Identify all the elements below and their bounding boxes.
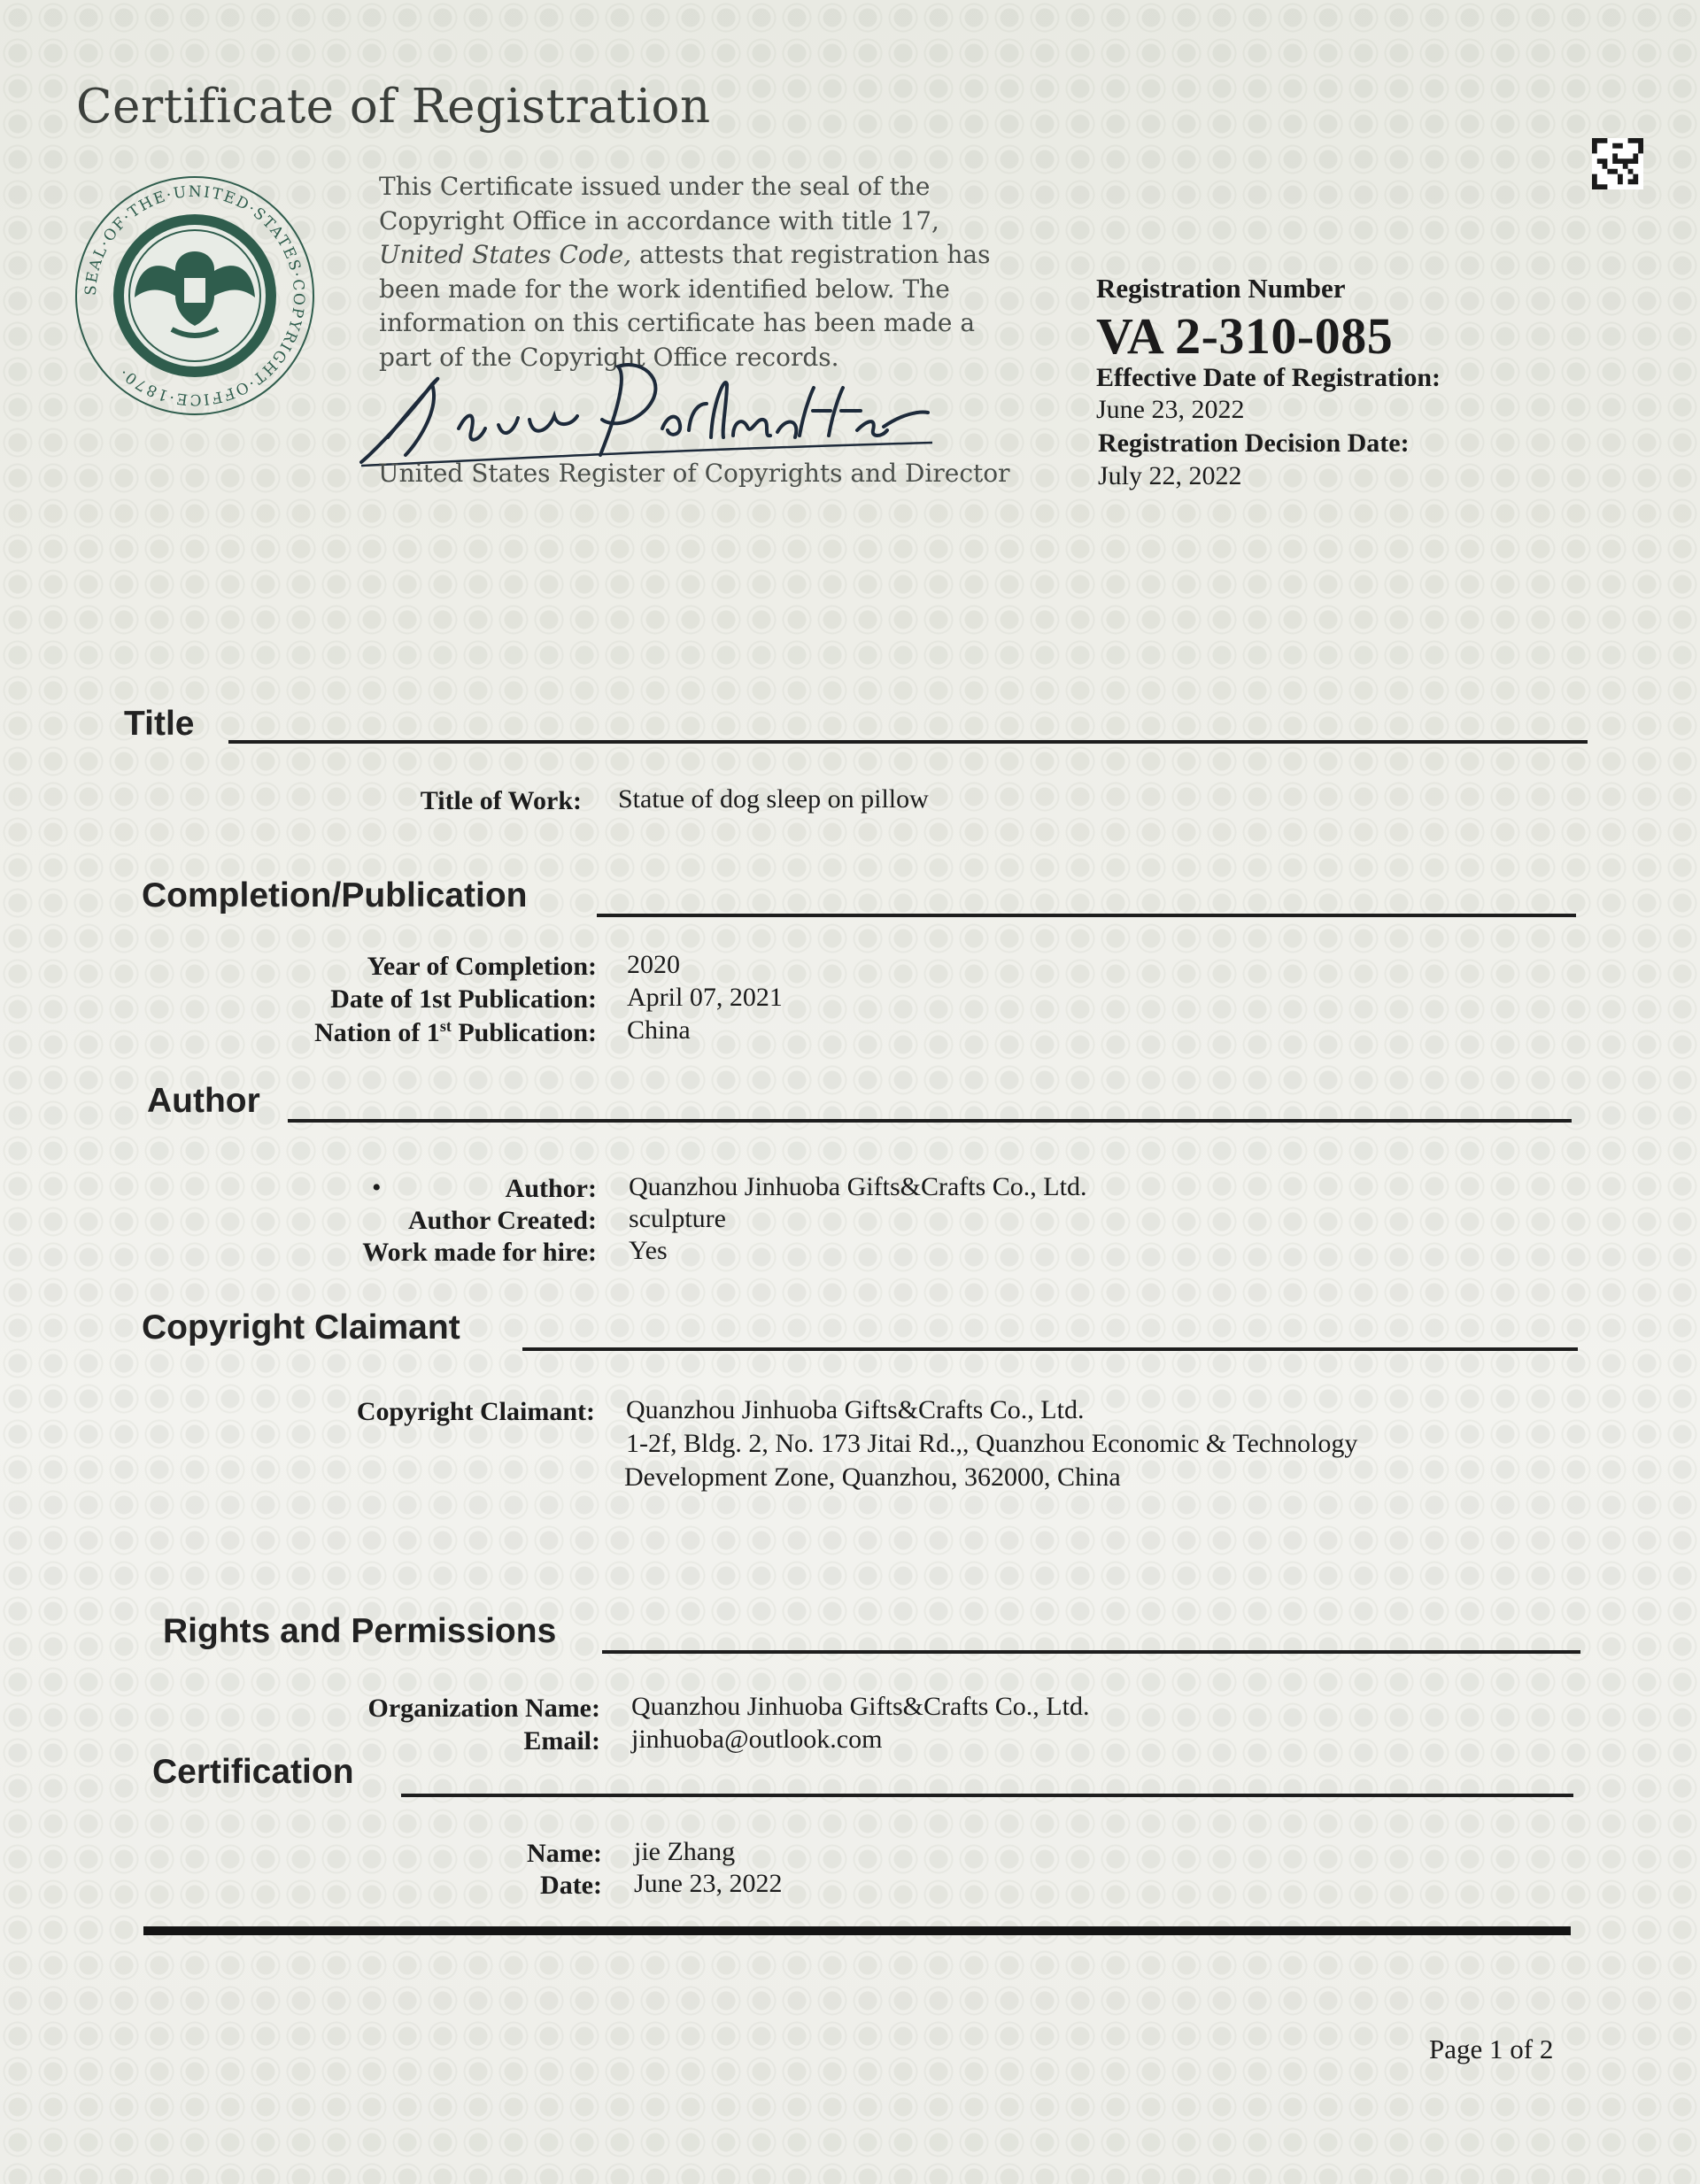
effective-date-label: Effective Date of Registration:	[1096, 363, 1441, 392]
section-claimant-rule	[522, 1347, 1578, 1351]
author-created-label: Author Created:	[407, 1206, 597, 1235]
author-bullet: •	[372, 1173, 382, 1202]
section-rights-heading: Rights and Permissions	[163, 1612, 557, 1650]
organization-name-label: Organization Name:	[367, 1694, 600, 1723]
section-certification-heading: Certification	[152, 1753, 354, 1791]
section-title-rule	[228, 740, 1588, 744]
certificate-statement: This Certificate issued under the seal of the Copyright Office in accordance with title 17, United States Code, attests that registration has been made for the work identified below. The information on this certificate has been made a part of the Copyright Office records.	[379, 172, 991, 372]
section-title-heading: Title	[124, 705, 195, 743]
svg-text:SEAL·OF·THE·UNITED·STATES·COPY: SEAL·OF·THE·UNITED·STATES·COPYRIGHT·OFFICE·1870·	[81, 182, 308, 409]
section-rights-rule	[602, 1650, 1580, 1654]
claimant-address-line1: 1-2f, Bldg. 2, No. 173 Jitai Rd.,, Quanzhou Economic & Technology	[626, 1429, 1358, 1458]
page-number: Page 1 of 2	[1429, 2034, 1554, 2064]
claimant-name: Quanzhou Jinhuoba Gifts&Crafts Co., Ltd.	[626, 1395, 1085, 1424]
title-of-work-label: Title of Work:	[420, 786, 582, 815]
certificate-title: Certificate of Registration	[76, 80, 711, 134]
decision-date-value: July 22, 2022	[1098, 461, 1242, 490]
year-of-completion-label: Year of Completion:	[367, 952, 597, 981]
work-made-for-hire-label: Work made for hire:	[362, 1238, 597, 1267]
email-label: Email:	[523, 1726, 600, 1756]
section-certification-rule	[401, 1794, 1573, 1797]
register-signature	[352, 358, 937, 471]
first-publication-nation-label: Nation of 1st Publication:	[314, 1017, 597, 1047]
work-made-for-hire-value: Yes	[629, 1236, 668, 1265]
section-author-rule	[288, 1119, 1572, 1123]
qr-code	[1592, 138, 1643, 189]
section-completion-rule	[597, 914, 1576, 917]
registration-number: VA 2-310-085	[1096, 307, 1394, 365]
organization-name-value: Quanzhou Jinhuoba Gifts&Crafts Co., Ltd.	[631, 1692, 1090, 1721]
decision-date-label: Registration Decision Date:	[1098, 428, 1410, 458]
claimant-address-line2: Development Zone, Quanzhou, 362000, China	[624, 1462, 1121, 1492]
title-of-work-value: Statue of dog sleep on pillow	[618, 784, 929, 814]
author-value: Quanzhou Jinhuoba Gifts&Crafts Co., Ltd.	[629, 1172, 1087, 1201]
year-of-completion-value: 2020	[627, 950, 680, 979]
certification-date-value: June 23, 2022	[634, 1869, 783, 1898]
copyright-claimant-label: Copyright Claimant:	[356, 1397, 595, 1426]
first-publication-date-value: April 07, 2021	[627, 983, 783, 1012]
first-publication-nation-value: China	[627, 1015, 691, 1045]
certification-date-label: Date:	[540, 1871, 602, 1900]
first-publication-date-label: Date of 1st Publication:	[330, 984, 597, 1014]
effective-date-value: June 23, 2022	[1096, 395, 1245, 424]
email-value: jinhuoba@outlook.com	[631, 1725, 883, 1754]
bottom-divider	[143, 1926, 1571, 1935]
certification-name-label: Name:	[527, 1839, 602, 1868]
register-caption: United States Register of Copyrights and Director	[378, 459, 1010, 488]
author-created-value: sculpture	[629, 1204, 726, 1233]
section-author-heading: Author	[147, 1082, 260, 1120]
copyright-office-seal	[73, 174, 317, 418]
section-claimant-heading: Copyright Claimant	[142, 1308, 460, 1347]
certification-name-value: jie Zhang	[634, 1837, 736, 1866]
author-label: Author:	[505, 1174, 597, 1203]
section-completion-heading: Completion/Publication	[142, 876, 528, 915]
registration-number-label: Registration Number	[1096, 273, 1346, 304]
